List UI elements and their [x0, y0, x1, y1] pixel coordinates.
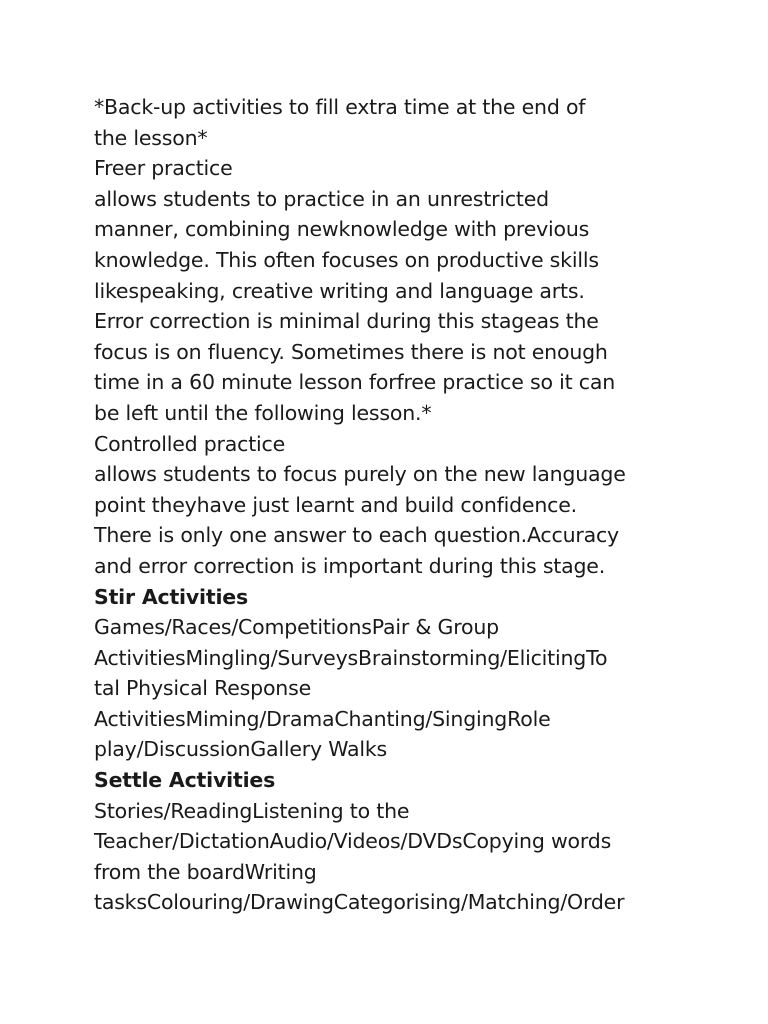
text-line: Games/Races/CompetitionsPair & Group [94, 615, 499, 640]
section-heading: Stir Activities [94, 584, 249, 609]
text-line: be left until the following lesson.* [94, 400, 432, 425]
text-line: tasksColouring/DrawingCategorising/Matching/Order [94, 890, 625, 915]
text-line: Teacher/DictationAudio/Videos/DVDsCopying words [94, 829, 612, 854]
text-line: knowledge. This often focuses on productive skills [94, 247, 599, 272]
text-line: point theyhave just learnt and build confidence. [94, 492, 577, 517]
text-line: There is only one answer to each question.Accuracy [94, 523, 619, 548]
text-line: manner, combining newknowledge with previous [94, 217, 590, 242]
text-line: focus is on fluency. Sometimes there is not enough [94, 339, 608, 364]
text-line: allows students to focus purely on the new language [94, 462, 626, 487]
text-line: time in a 60 minute lesson forfree practice so it can [94, 370, 615, 395]
text-line: ActivitiesMingling/SurveysBrainstorming/ElicitingTo [94, 645, 608, 670]
text-line: Freer practice [94, 156, 233, 181]
text-line: *Back-up activities to fill extra time at the end of [94, 95, 586, 119]
document-page [94, 92, 684, 918]
text-line: play/DiscussionGallery Walks [94, 737, 388, 762]
text-line: tal Physical Response [94, 676, 311, 701]
text-line: from the boardWriting [94, 859, 317, 884]
document-text [94, 92, 684, 918]
text-line: ActivitiesMiming/DramaChanting/SingingRole [94, 706, 551, 731]
text-line: the lesson* [94, 125, 208, 150]
section-heading: Settle Activities [94, 768, 276, 793]
text-line: Error correction is minimal during this stageas the [94, 309, 599, 334]
text-line: likespeaking, creative writing and language arts. [94, 278, 585, 303]
text-line: Controlled practice [94, 431, 286, 456]
text-line: Stories/ReadingListening to the [94, 798, 410, 823]
text-line: and error correction is important during this stage. [94, 553, 606, 578]
text-line: allows students to practice in an unrestricted [94, 186, 549, 211]
